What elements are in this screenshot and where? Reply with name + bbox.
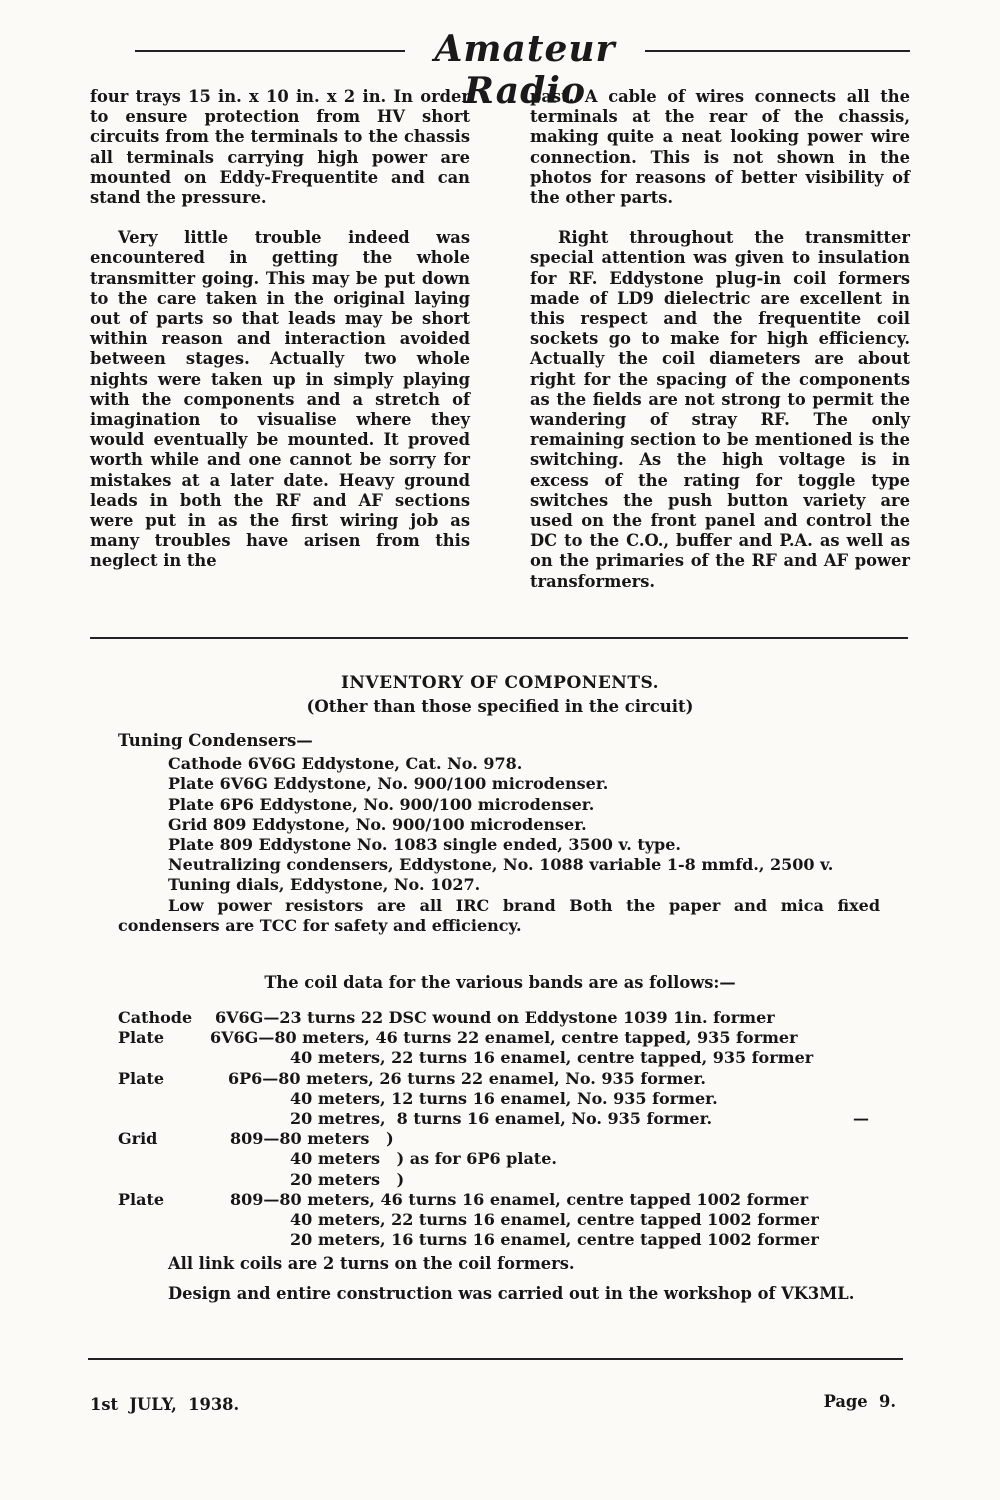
coil-row-text: 20 meters, 16 turns 16 enamel, centre tapped 1002 former <box>290 1230 819 1250</box>
section-divider <box>90 637 908 639</box>
article-paragraph: Right throughout the transmitter special attention was given to insulation for RF. Eddystone plug-in coil formers made of LD9 dielectric are excellent in this respect and the frequentite coil sockets go to make for high efficiency. Actually the coil diameters are about right for the spacing of the components as the fields are not strong to permit the wandering of stray RF. The only remaining section to be mentioned is the switching. As the high voltage is in excess of the rating for toggle type switches the push button variety are used on the front panel and control the DC to the C.O., buffer and P.A. as well as on the primaries of the RF and AF power transformers. <box>530 228 910 591</box>
page-number: Page 9. <box>823 1392 896 1411</box>
masthead-rule-right <box>645 50 910 52</box>
inventory-item: Plate 6V6G Eddystone, No. 900/100 microdenser. <box>168 774 609 794</box>
inventory-resistors: Low power resistors are all IRC brand Both the paper and mica fixed condensers are TCC for safety and efficiency. <box>118 895 880 935</box>
coil-row-text: 6V6G—23 turns 22 DSC wound on Eddystone 1039 1in. former <box>215 1008 775 1027</box>
inventory-heading: Tuning Condensers— <box>118 731 313 750</box>
coil-row <box>118 1008 898 1028</box>
coil-row-label: Plate <box>118 1189 165 1209</box>
coil-row-text: 20 metres, 8 turns 16 enamel, No. 935 former. <box>290 1108 713 1128</box>
coil-row-text: 40 meters, 22 turns 16 enamel, centre tapped 1002 former <box>290 1209 819 1229</box>
coil-row-label: Plate <box>118 1028 165 1048</box>
coil-data-table <box>118 1008 898 1250</box>
coil-row-label: Cathode <box>118 1008 193 1027</box>
link-coils-note: All link coils are 2 turns on the coil formers. <box>168 1254 575 1273</box>
coil-row-label: Plate <box>118 1068 165 1088</box>
article-paragraph: Very little trouble indeed was encountered in getting the whole transmitter going. This may be put down to the care taken in the original laying out of parts so that leads may be short within reason and interaction avoided between stages. Actually two whole nights were taken up in simply playing with the components and a stretch of imagination to visualise where they would eventually be mounted. It proved worth while and one cannot be sorry for mistakes at a later date. Heavy ground leads in both the RF and AF sections were put in as the first wiring job as many troubles have arisen from this neglect in the <box>90 228 470 571</box>
coil-row-text: 20 meters ) <box>290 1169 405 1189</box>
inventory-item: Cathode 6V6G Eddystone, Cat. No. 978. <box>168 754 523 774</box>
coil-row <box>118 1149 898 1169</box>
article-paragraph: past. A cable of wires connects all the terminals at the rear of the chassis, making quite a neat looking power wire connection. This is not shown in the photos for reasons of better visibility of the other parts. <box>530 87 910 208</box>
inventory-title: INVENTORY OF COMPONENTS. <box>340 673 660 693</box>
coil-row <box>118 1190 898 1210</box>
inventory-subtitle: (Other than those specified in the circuit) <box>306 697 694 716</box>
coil-row-text: 40 meters ) as for 6P6 plate. <box>290 1149 557 1169</box>
coil-row <box>118 1109 898 1129</box>
coil-row <box>118 1170 898 1190</box>
masthead <box>135 26 910 112</box>
article-column-right <box>530 87 910 592</box>
stray-dash: — <box>853 1108 869 1128</box>
article-paragraph: four trays 15 in. x 10 in. x 2 in. In order to ensure protection from HV short circuits from the terminals to the chassis all terminals carrying high power are mounted on Eddy-Frequentite and can stand the pressure. <box>90 87 470 208</box>
coil-row-text: 6P6—80 meters, 26 turns 22 enamel, No. 935 former. <box>228 1068 706 1088</box>
coil-row-text: 40 meters, 12 turns 16 enamel, No. 935 former. <box>290 1088 718 1108</box>
coil-row <box>118 1210 898 1230</box>
masthead-rule-left <box>135 50 405 52</box>
coil-row-text: 40 meters, 22 turns 16 enamel, centre tapped, 935 former <box>290 1048 814 1068</box>
inventory-list <box>118 731 880 936</box>
coil-row <box>118 1028 898 1048</box>
inventory-item: Grid 809 Eddystone, No. 900/100 microdenser. <box>168 814 587 834</box>
coil-row <box>118 1089 898 1109</box>
coil-row-text: 809—80 meters ) <box>230 1129 394 1149</box>
design-note: Design and entire construction was carried out in the workshop of VK3ML. <box>168 1284 855 1303</box>
coil-row-text: 6V6G—80 meters, 46 turns 22 enamel, centre tapped, 935 former <box>210 1028 798 1048</box>
coil-row <box>118 1048 898 1068</box>
coil-data-intro: The coil data for the various bands are as follows:— <box>264 973 736 992</box>
coil-row-label: Grid <box>118 1129 158 1149</box>
coil-row-text: 809—80 meters, 46 turns 16 enamel, centre tapped 1002 former <box>230 1189 809 1209</box>
coil-row <box>118 1069 898 1089</box>
issue-date: 1st JULY, 1938. <box>90 1395 240 1414</box>
coil-row <box>118 1129 898 1149</box>
inventory-dials: Tuning dials, Eddystone, No. 1027. <box>168 875 481 895</box>
article-column-left <box>90 87 470 572</box>
inventory-item: Plate 809 Eddystone No. 1083 single ended, 3500 v. type. <box>168 835 681 855</box>
footer-divider <box>88 1358 903 1360</box>
coil-row <box>118 1230 898 1250</box>
inventory-item: Plate 6P6 Eddystone, No. 900/100 microdenser. <box>168 794 595 814</box>
inventory-neutralizing: Neutralizing condensers, Eddystone, No. 1088 variable 1-8 mmfd., 2500 v. <box>168 855 834 875</box>
masthead-title: Amateur Radio <box>434 28 616 112</box>
